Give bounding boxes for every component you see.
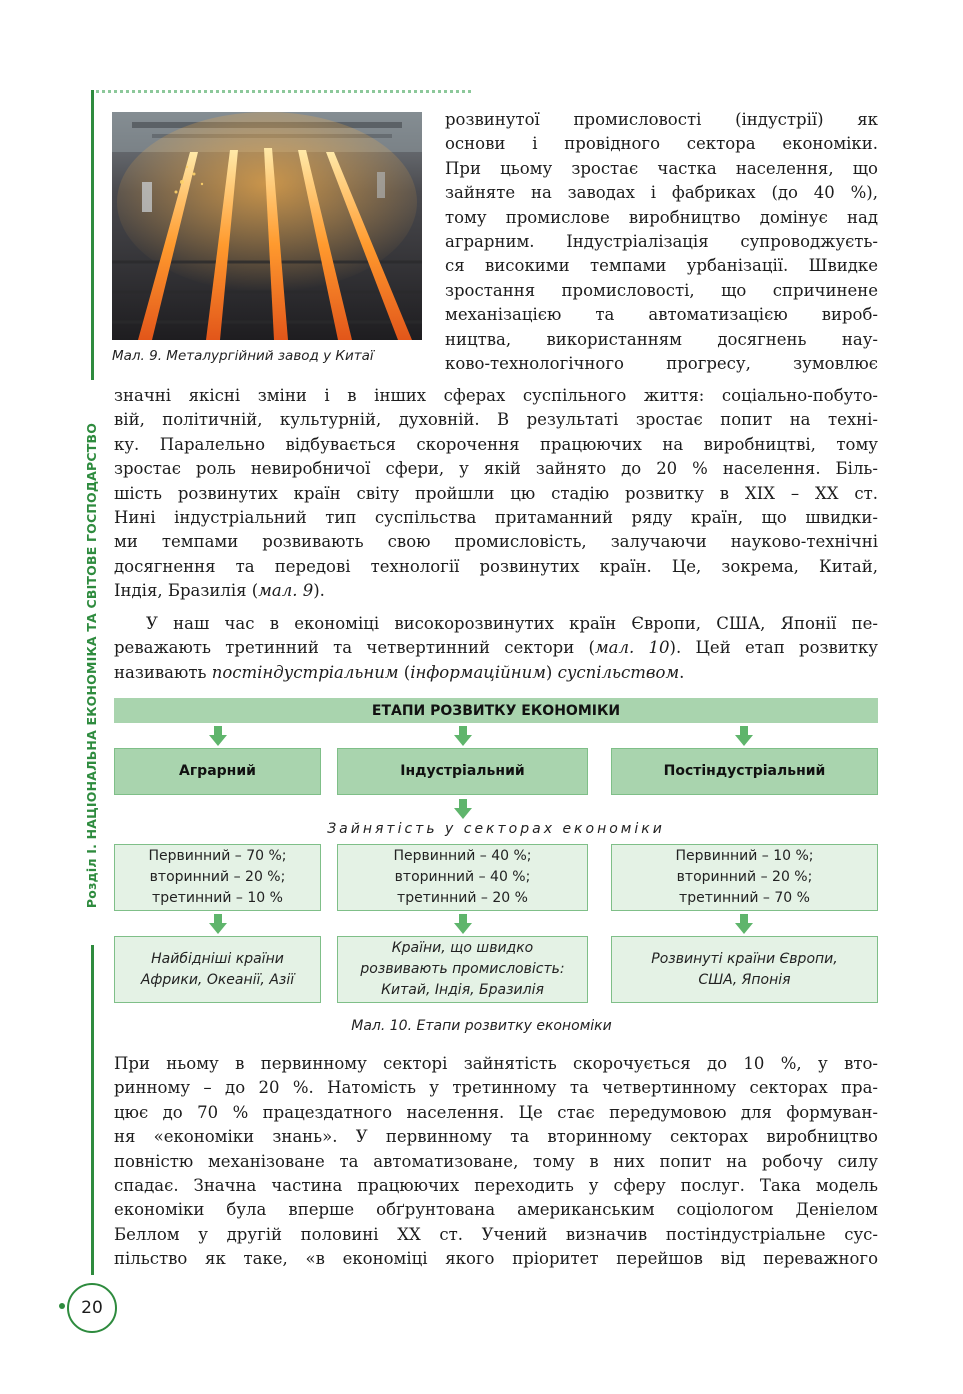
countries-industrial: Країни, що швидко розвивають промисловість: Китай, Індія, Бразилія bbox=[337, 936, 588, 1003]
page-number: 20 bbox=[67, 1283, 117, 1333]
term-informational: інформаційним bbox=[410, 662, 546, 682]
paragraph-3 bbox=[114, 1052, 878, 1272]
steel-mill-image bbox=[112, 112, 422, 340]
text-line: тому промислове виробництво домінує над bbox=[445, 207, 878, 227]
text-line: пільство як таке, «в економіці якого пріоритет перейшов від переважного bbox=[114, 1249, 878, 1269]
arrow-down-icon bbox=[735, 914, 753, 934]
text-line: У наш час в економіці високорозвинутих країн Європи, США, Японії пе- bbox=[146, 614, 878, 633]
figure-reference: мал. 9 bbox=[258, 581, 314, 601]
stage-industrial: Індустріальний bbox=[337, 748, 588, 795]
diagram-title: ЕТАПИ РОЗВИТКУ ЕКОНОМІКИ bbox=[114, 698, 878, 723]
side-rule-top bbox=[91, 90, 94, 380]
right-column-text bbox=[445, 108, 878, 376]
arrow-down-icon bbox=[454, 914, 472, 934]
text-line: Нині індустріальний тип суспільства притаманний ряду країн, що швидки- bbox=[114, 508, 878, 528]
text-line: спадає. Значна частина працюючих переходить у сферу послуг. Така модель bbox=[114, 1176, 878, 1196]
text-line: вій, політичній, культурній, духовній. В результаті зростає попит на техні- bbox=[114, 410, 878, 430]
arrow-down-icon bbox=[454, 726, 472, 746]
figure-reference: мал. 10 bbox=[594, 638, 670, 658]
page-number-dot bbox=[59, 1303, 65, 1309]
employment-agrarian: Первинний – 70 %; вторинний – 20 %; третинний – 10 % bbox=[114, 844, 321, 911]
text-line: шість розвинутих країн світу пройшли цю стадію розвитку в XIX – XX ст. bbox=[114, 483, 878, 503]
text-line: цює до 70 % працездатного населення. Це стає передумовою для формуван- bbox=[114, 1102, 878, 1122]
text-line: ся високими темпами урбанізації. Швидке bbox=[445, 256, 878, 276]
text-line: зростає роль невиробничої сфери, у якій зайнято до 20 % населення. Біль- bbox=[114, 459, 878, 479]
text-line: ми темпами розвивають свою промисловість, залучаючи науково-технічні bbox=[114, 532, 878, 552]
text-line: При цьому зростає частка населення, що bbox=[445, 158, 878, 178]
countries-postindustrial: Розвинуті країни Європи, США, Японія bbox=[611, 936, 878, 1003]
text-line: розвинутої промисловості (індустрії) як bbox=[445, 110, 878, 129]
text-line: ково-технологічного прогресу, зумовлює bbox=[445, 354, 878, 374]
arrow-down-icon bbox=[209, 726, 227, 746]
text-line: ництва, використанням досягнень нау- bbox=[445, 329, 878, 349]
photo-caption: Мал. 9. Металургійний завод у Китаї bbox=[112, 348, 374, 364]
countries-agrarian: Найбідніші країни Африки, Океанії, Азії bbox=[114, 936, 321, 1003]
text-line: При ньому в первинному секторі зайнятість скорочується до 10 %, у вто- bbox=[114, 1054, 878, 1073]
text-line: основи і провідного сектора економіки. bbox=[445, 134, 878, 154]
text-line: зайняте на заводах і фабриках (до 40 %), bbox=[445, 183, 878, 203]
text-line: аграрним. Індустріалізація супроводжуєть- bbox=[445, 232, 878, 252]
sectors-label: Зайнятість у секторах економіки bbox=[327, 821, 665, 837]
term-postindustrial: постіндустріальним bbox=[211, 662, 399, 682]
text-line: ку. Паралельно відбувається скорочення працюючих на виробництві, тому bbox=[114, 434, 878, 454]
section-side-label: Розділ I. НАЦІОНАЛЬНА ЕКОНОМІКА ТА СВІТОВЕ ГОСПОДАРСТВО bbox=[84, 422, 100, 908]
stage-agrarian: Аграрний bbox=[114, 748, 321, 795]
stage-postindustrial: Постіндустріальний bbox=[611, 748, 878, 795]
text-line: зростання промисловості, що спричинене bbox=[445, 280, 878, 300]
text-line: повністю механізоване та автоматизоване, тому в них попит на робочу силу bbox=[114, 1151, 878, 1171]
diagram-caption: Мал. 10. Етапи розвитку економіки bbox=[351, 1018, 612, 1034]
arrow-down-icon bbox=[209, 914, 227, 934]
photo-metallurgical-plant bbox=[112, 112, 422, 340]
side-rule-bottom bbox=[91, 945, 94, 1275]
text-line: економіки була вперше обґрунтована американським соціологом Деніелом bbox=[114, 1200, 878, 1220]
text-line-last: Індія, Бразилія (мал. 9). bbox=[114, 581, 325, 601]
employment-postindustrial: Первинний – 10 %; вторинний – 20 %; третинний – 70 % bbox=[611, 844, 878, 911]
arrow-down-icon bbox=[454, 799, 472, 819]
economy-stages-diagram bbox=[114, 698, 878, 1028]
employment-industrial: Первинний – 40 %; вторинний – 40 %; третинний – 20 % bbox=[337, 844, 588, 911]
text-line: механізацією та автоматизацією вироб- bbox=[445, 305, 878, 325]
text-line: значні якісні зміни і в інших сферах суспільного життя: соціально-побуто- bbox=[114, 386, 878, 405]
text-line: Беллом у другій половині XX ст. Учений визначив постіндустріальне сус- bbox=[114, 1224, 878, 1244]
text-line-last: називають постіндустріальним (інформаційним) суспільством. bbox=[114, 662, 685, 682]
text-line: ринному – до 20 %. Натомість у третинному та четвертинному секторах пра- bbox=[114, 1078, 878, 1098]
text-line: реважають третинний та четвертинний сектори (мал. 10). Цей етап розвитку bbox=[114, 638, 878, 658]
term-society: суспільством bbox=[557, 662, 680, 682]
header-dotted-rule bbox=[91, 90, 471, 93]
paragraph-1 bbox=[114, 384, 878, 604]
text-line: досягнення та передові технології розвинутих країн. Це, зокрема, Китай, bbox=[114, 556, 878, 576]
arrow-down-icon bbox=[735, 726, 753, 746]
paragraph-2 bbox=[114, 612, 878, 685]
text-line: ня «економіки знань». У первинному та вторинному секторах виробництво bbox=[114, 1127, 878, 1147]
